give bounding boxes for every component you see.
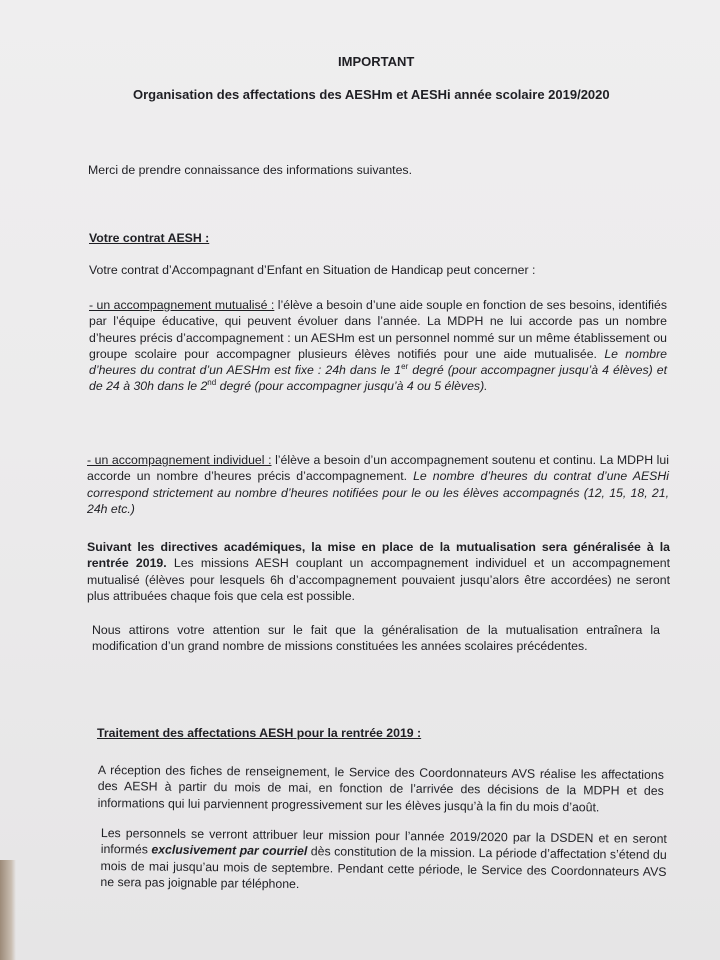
individuel-label: - un accompagnement individuel : (87, 453, 272, 467)
title-text: Organisation des affectations des AESHm et AESHi année scolaire 2019/2020 (133, 87, 610, 102)
mutualise-text: l’élève a besoin d’une aide souple en fonction de ses besoins, identifiés par l’équipe éducative, qui peuvent évoluer dans l’année. La MDPH ne lui accorde pas un nombre d’heures précis d’accompagnement : un AESHm est un personnel nommé sur un même établissement ou groupe scolaire pour accompagner plusieurs élèves notifiés pour une aide mutualisée. (89, 298, 667, 361)
paragraph-individuel (87, 452, 669, 517)
attention-text: Nous attirons votre attention sur le fait que la généralisation de la mutualisation entraînera la modification d’un grand nombre de missions constituées les années scolaires précédentes. (92, 623, 660, 654)
contrat-lead-text: Votre contrat d’Accompagnant d’Enfant en Situation de Handicap peut concerner : (89, 263, 536, 277)
paragraph-reception (98, 762, 664, 816)
directives-text: Les missions AESH couplant un accompagnement individuel et un accompagnement mutualisé (élèves pour lesquels 6h d’accompagnement pouvaient jusqu’alors être accordées) ne seront plus attribuées chaque fois que cela est possible. (87, 556, 670, 603)
individuel-italic: Le nombre d’heures du contrat d’une AESHi correspond strictement au nombre d’heures notifiées pour le ou les élèves accompagnés (12, 15, 18, 21, 24h etc.) (87, 469, 669, 516)
mutualise-italic-b: degré (pour accompagner jusqu’à 4 élèves) et de 24 à 30h dans le 2 (89, 363, 667, 394)
intro-span: Merci de prendre connaissance des informations suivantes. (88, 163, 412, 177)
mutualise-sup-2: nd (207, 378, 217, 388)
mutualise-italic-a: Le nombre d’heures du contrat d’un AESHm est fixe : 24h dans le 1 (89, 346, 668, 378)
important-text: IMPORTANT (338, 54, 415, 69)
mutualise-label: - un accompagnement mutualisé : (89, 298, 275, 312)
contrat-heading-text: Votre contrat AESH : (89, 231, 210, 245)
photo-edge-shadow (0, 860, 16, 960)
directives-bold: Suivant les directives académiques, la mise en place de la mutualisation sera généralisée à la rentrée 2019. (87, 540, 670, 571)
paragraph-personnels (100, 825, 667, 896)
important-heading (338, 55, 414, 69)
document-title (133, 88, 610, 102)
traitement-heading-text: Traitement des affectations AESH pour la rentrée 2019 : (97, 726, 422, 740)
personnels-text-b: dès constitution de la mission. La période d’affectation s’étend du mois de mai jusqu’au mois de septembre. Pendant cette période, le Service des Coordonnateurs AVS ne sera pas joignable par téléphone. (100, 844, 667, 891)
mutualise-sup-1: er (401, 362, 409, 372)
reception-text: A réception des fiches de renseignement, le Service des Coordonnateurs AVS réalise les affectations des AESH à partir du mois de mai, en fonction de l’arrivée des décisions de la MDPH et des informations qui lui parviennent progressivement sur les élèves jusqu’à la fin du mois d’août. (97, 762, 664, 814)
paragraph-mutualise (89, 297, 667, 395)
traitement-heading (97, 727, 421, 740)
contrat-heading (89, 232, 209, 245)
paragraph-attention (92, 622, 660, 655)
intro-text (88, 164, 412, 177)
individuel-text: l’élève a besoin d’un accompagnement soutenu et continu. La MDPH lui accorde un nombre d’heures précis d’accompagnement. (87, 453, 669, 484)
contrat-lead (89, 264, 535, 277)
paragraph-directives (87, 539, 670, 604)
mutualise-italic-c: degré (pour accompagner jusqu’à 4 ou 5 élèves). (216, 379, 488, 394)
personnels-bold: exclusivement par courriel (151, 842, 308, 859)
personnels-text-a: Les personnels se verront attribuer leur mission pour l’année 2019/2020 par la DSDEN et en seront informés (100, 825, 667, 857)
